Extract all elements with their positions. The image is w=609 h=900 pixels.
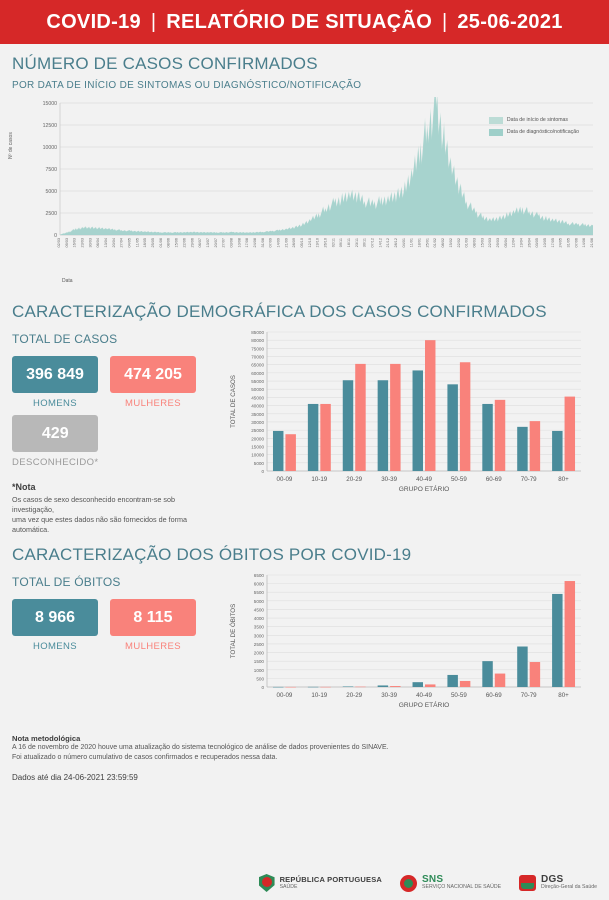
deaths-men-value: 8 966 [34,609,76,626]
svg-text:01/02: 01/02 [433,238,438,248]
svg-text:22/03: 22/03 [488,238,493,248]
svg-text:4000: 4000 [253,616,264,622]
svg-text:19/04: 19/04 [519,238,524,248]
svg-text:29/06: 29/06 [190,238,195,248]
cases-men-card [12,356,98,393]
svg-text:0: 0 [261,469,264,474]
svg-text:00-09: 00-09 [276,476,293,483]
svg-text:10/05: 10/05 [543,238,547,248]
svg-text:55000: 55000 [251,379,264,385]
svg-text:09/03: 09/03 [64,238,69,248]
deaths-by-age-chart [227,569,597,722]
svg-text:6000: 6000 [253,581,264,587]
svg-text:30/11: 30/11 [362,238,367,248]
svg-text:01/06: 01/06 [158,238,163,248]
svg-text:40000: 40000 [251,403,264,409]
svg-text:7500: 7500 [45,167,57,173]
svg-text:20/07: 20/07 [213,238,218,248]
logo-republica-sub: SAÚDE [279,884,298,890]
svg-text:01/03: 01/03 [464,238,469,248]
svg-text:60-69: 60-69 [485,476,502,483]
cases-by-age-chart [227,326,597,535]
svg-text:5000: 5000 [45,189,57,195]
svg-text:70-79: 70-79 [520,476,537,483]
svg-text:20-29: 20-29 [346,692,363,699]
svg-text:25/05: 25/05 [151,238,156,248]
svg-text:17/05: 17/05 [550,238,555,248]
svg-text:5000: 5000 [253,598,264,604]
svg-text:5500: 5500 [253,590,264,596]
legend-item-symptoms [489,115,579,125]
data-until-text: Dados até dia 24-06-2021 23:59:59 [12,773,138,782]
svg-text:70000: 70000 [251,354,264,360]
cases-men-card-group [12,356,98,409]
svg-text:75000: 75000 [251,346,264,352]
epi-legend [489,115,579,139]
svg-text:08/03: 08/03 [472,238,477,248]
svg-text:13/07: 13/07 [205,238,210,248]
logo-sns-sub: SERVIÇO NACIONAL DE SAÚDE [422,884,502,890]
method-note-line-1: A 16 de novembro de 2020 houve uma atualização do sistema tecnológico de análise de dados provenientes do SINAVE. [12,744,389,751]
logo-sns [400,875,501,892]
logo-republica-name: REPÚBLICA PORTUGUESA [279,874,383,884]
svg-text:31/08: 31/08 [260,238,265,248]
svg-text:12/10: 12/10 [307,238,312,248]
svg-text:04/01: 04/01 [401,238,406,248]
svg-text:3000: 3000 [253,633,264,639]
svg-text:25000: 25000 [251,428,264,434]
svg-text:24/08: 24/08 [253,238,257,248]
cases-women-card-group [110,356,196,409]
deaths-men-card-group [12,599,98,652]
header-covid: COVID-19 [46,10,141,33]
svg-text:0: 0 [54,233,57,239]
logo-sns-name: SNS [422,873,444,885]
svg-text:2500: 2500 [253,641,264,647]
svg-text:14/09: 14/09 [276,238,281,248]
header-report: RELATÓRIO DE SITUAÇÃO [166,10,433,33]
svg-text:07/12: 07/12 [370,238,375,248]
svg-text:10/08: 10/08 [237,238,242,248]
svg-text:0: 0 [261,685,264,690]
svg-text:18/01: 18/01 [417,238,422,248]
cases-unknown-label: DESCONHECIDO* [12,457,99,468]
svg-text:14/12: 14/12 [378,238,383,248]
svg-text:80000: 80000 [251,338,264,344]
svg-text:30000: 30000 [251,419,264,425]
svg-text:15/03: 15/03 [480,238,485,248]
method-note-line-2: Foi atualizado o número cumulativo de casos confirmados e recuperados nessa data. [12,754,278,761]
report-header [0,0,609,44]
svg-text:18/05: 18/05 [143,238,148,248]
svg-text:05/10: 05/10 [300,238,304,248]
cases-unknown-card-group [12,415,99,468]
header-title [46,11,562,34]
cases-men-label: HOMENS [32,398,78,409]
legend-swatch-symptoms [489,117,503,124]
svg-text:07/09: 07/09 [268,238,273,248]
svg-text:14/06: 14/06 [582,238,587,248]
svg-text:10000: 10000 [251,452,264,458]
svg-text:80+: 80+ [558,476,569,483]
deaths-row [0,567,609,722]
header-date: 25-06-2021 [457,10,563,33]
dgs-mark-icon [519,875,536,891]
cases-totals-panel [12,326,217,535]
legend-label-symptoms: Data de início de sintomas [506,117,569,123]
logo-dgs [519,875,597,891]
cases-men-value: 396 849 [26,366,84,383]
section-title-demographics: CARACTERIZAÇÃO DEMOGRÁFICA DOS CASOS CONFIRMADOS [12,302,547,321]
svg-text:GRUPO ETÁRIO: GRUPO ETÁRIO [398,702,450,709]
epi-y-axis-label: Nº de casos [8,132,14,159]
svg-text:23/11: 23/11 [354,238,359,248]
svg-text:29/03: 29/03 [495,238,500,248]
header-separator-1: | [150,10,157,33]
cases-unknown-value: 429 [41,425,69,442]
svg-text:40-49: 40-49 [416,476,432,483]
svg-text:22/02: 22/02 [456,238,461,248]
svg-text:70-79: 70-79 [520,692,537,699]
svg-text:16/11: 16/11 [347,238,351,248]
svg-text:TOTAL DE ÓBITOS: TOTAL DE ÓBITOS [230,603,237,659]
svg-text:20/04: 20/04 [111,238,116,248]
svg-text:17/08: 17/08 [245,238,250,248]
svg-text:15000: 15000 [251,444,264,450]
sns-circle-icon [400,875,417,892]
svg-text:21/06: 21/06 [590,238,594,248]
svg-text:35000: 35000 [251,411,264,417]
svg-text:10000: 10000 [42,145,57,151]
cases-chart-svg [227,326,587,501]
svg-text:1000: 1000 [253,667,264,673]
svg-text:28/12: 28/12 [394,238,398,248]
section-title-cases: NÚMERO DE CASOS CONFIRMADOS [12,54,318,73]
svg-text:60000: 60000 [251,370,264,376]
svg-text:05/04: 05/04 [503,238,508,248]
method-note-title: Nota metodológica [12,734,81,743]
cases-women-label: MULHERES [125,398,181,409]
svg-text:60-69: 60-69 [485,692,502,699]
svg-text:08/02: 08/02 [441,238,446,248]
footer-logos [259,874,597,892]
cases-women-value: 474 205 [124,366,182,383]
svg-text:85000: 85000 [251,330,264,335]
svg-text:65000: 65000 [251,362,264,368]
svg-text:12500: 12500 [42,123,57,129]
legend-label-diagnosis: Data de diagnóstico/notificação [506,129,579,135]
svg-text:19/10: 19/10 [315,238,320,248]
svg-text:26/10: 26/10 [323,238,328,248]
svg-text:00-09: 00-09 [276,692,293,699]
logo-republica-portuguesa [259,874,382,892]
svg-text:27/04: 27/04 [119,238,124,248]
svg-text:4500: 4500 [253,607,264,613]
svg-text:30-39: 30-39 [381,692,398,699]
epi-x-axis-label: Data [62,278,73,284]
header-separator-2: | [442,10,448,33]
svg-text:10-19: 10-19 [311,692,328,699]
legend-swatch-diagnosis [489,129,503,136]
svg-text:16/03: 16/03 [72,238,77,248]
logo-dgs-sub: Direção-Geral da Saúde [541,884,597,890]
svg-text:03/08: 03/08 [229,238,234,248]
svg-text:2500: 2500 [45,211,57,217]
deaths-women-label: MULHERES [125,641,181,652]
svg-text:06/04: 06/04 [96,238,101,248]
logo-dgs-name: DGS [541,873,564,885]
svg-text:04/05: 04/05 [127,238,132,248]
svg-text:15/02: 15/02 [448,238,453,248]
svg-text:08/06: 08/06 [166,238,171,248]
svg-text:6500: 6500 [253,573,264,578]
method-note [0,730,609,763]
cases-cards-row [12,356,217,409]
svg-text:1500: 1500 [253,659,264,665]
deaths-chart-svg [227,569,587,717]
svg-text:5000: 5000 [253,460,264,466]
svg-text:50-59: 50-59 [450,476,467,483]
svg-text:20-29: 20-29 [346,476,363,483]
svg-text:12/04: 12/04 [511,238,516,248]
note-line-2: uma vez que estes dados não são fornecidos de forma automática. [12,515,188,534]
svg-text:30-39: 30-39 [381,476,398,483]
deaths-women-card [110,599,196,636]
svg-text:11/01: 11/01 [409,238,414,248]
svg-text:21/12: 21/12 [386,238,391,248]
legend-item-diagnosis [489,127,579,137]
svg-text:07/06: 07/06 [574,238,579,248]
svg-text:10-19: 10-19 [311,476,328,483]
note-title: *Nota [12,482,36,492]
svg-text:50000: 50000 [251,387,264,393]
svg-text:15000: 15000 [42,101,57,107]
svg-text:3500: 3500 [253,624,264,630]
cases-unknown-card [12,415,98,452]
section-subtitle-cases: POR DATA DE INÍCIO DE SINTOMAS OU DIAGNÓSTICO/NOTIFICAÇÃO [12,80,362,91]
svg-text:20000: 20000 [251,436,264,442]
deaths-totals-panel [12,569,217,722]
section-title-deaths: CARACTERIZAÇÃO DOS ÓBITOS POR COVID-19 [12,545,412,564]
epidemic-curve-chart [8,97,597,292]
svg-text:22/06: 22/06 [182,238,187,248]
svg-text:06/07: 06/07 [198,238,203,248]
svg-text:23/03: 23/03 [80,238,85,248]
deaths-men-card [12,599,98,636]
svg-text:21/09: 21/09 [284,238,289,248]
svg-text:40-49: 40-49 [416,692,432,699]
svg-text:03/05: 03/05 [535,238,540,248]
note-line-1: Os casos de sexo desconhecido encontram-se sob investigação, [12,495,176,514]
deaths-women-card-group [110,599,196,652]
svg-text:24/05: 24/05 [558,238,563,248]
svg-text:11/05: 11/05 [135,238,140,248]
deaths-women-value: 8 115 [133,609,173,626]
svg-text:15/06: 15/06 [174,238,179,248]
svg-text:45000: 45000 [251,395,264,401]
svg-text:2000: 2000 [253,650,264,656]
svg-text:02/03: 02/03 [57,238,61,248]
total-cases-label: TOTAL DE CASOS [12,332,118,346]
svg-text:31/05: 31/05 [566,238,571,248]
svg-text:13/04: 13/04 [104,238,108,248]
cases-women-card [110,356,196,393]
svg-text:27/07: 27/07 [221,238,226,248]
svg-text:50-59: 50-59 [450,692,467,699]
svg-text:GRUPO ETÁRIO: GRUPO ETÁRIO [398,486,450,493]
svg-text:28/09: 28/09 [292,238,297,248]
total-deaths-label: TOTAL DE ÓBITOS [12,575,121,589]
svg-text:30/03: 30/03 [88,238,93,248]
svg-text:25/01: 25/01 [425,238,430,248]
deaths-men-label: HOMENS [32,641,78,652]
svg-text:80+: 80+ [558,692,569,699]
svg-text:TOTAL DE CASOS: TOTAL DE CASOS [230,375,237,428]
svg-text:02/11: 02/11 [331,238,336,248]
demographics-row [0,324,609,535]
svg-text:09/11: 09/11 [339,238,344,248]
shield-icon [259,874,275,892]
deaths-cards-row [12,599,217,652]
svg-text:26/04: 26/04 [527,238,532,248]
svg-text:500: 500 [256,676,264,682]
cases-unknown-row [12,415,217,468]
